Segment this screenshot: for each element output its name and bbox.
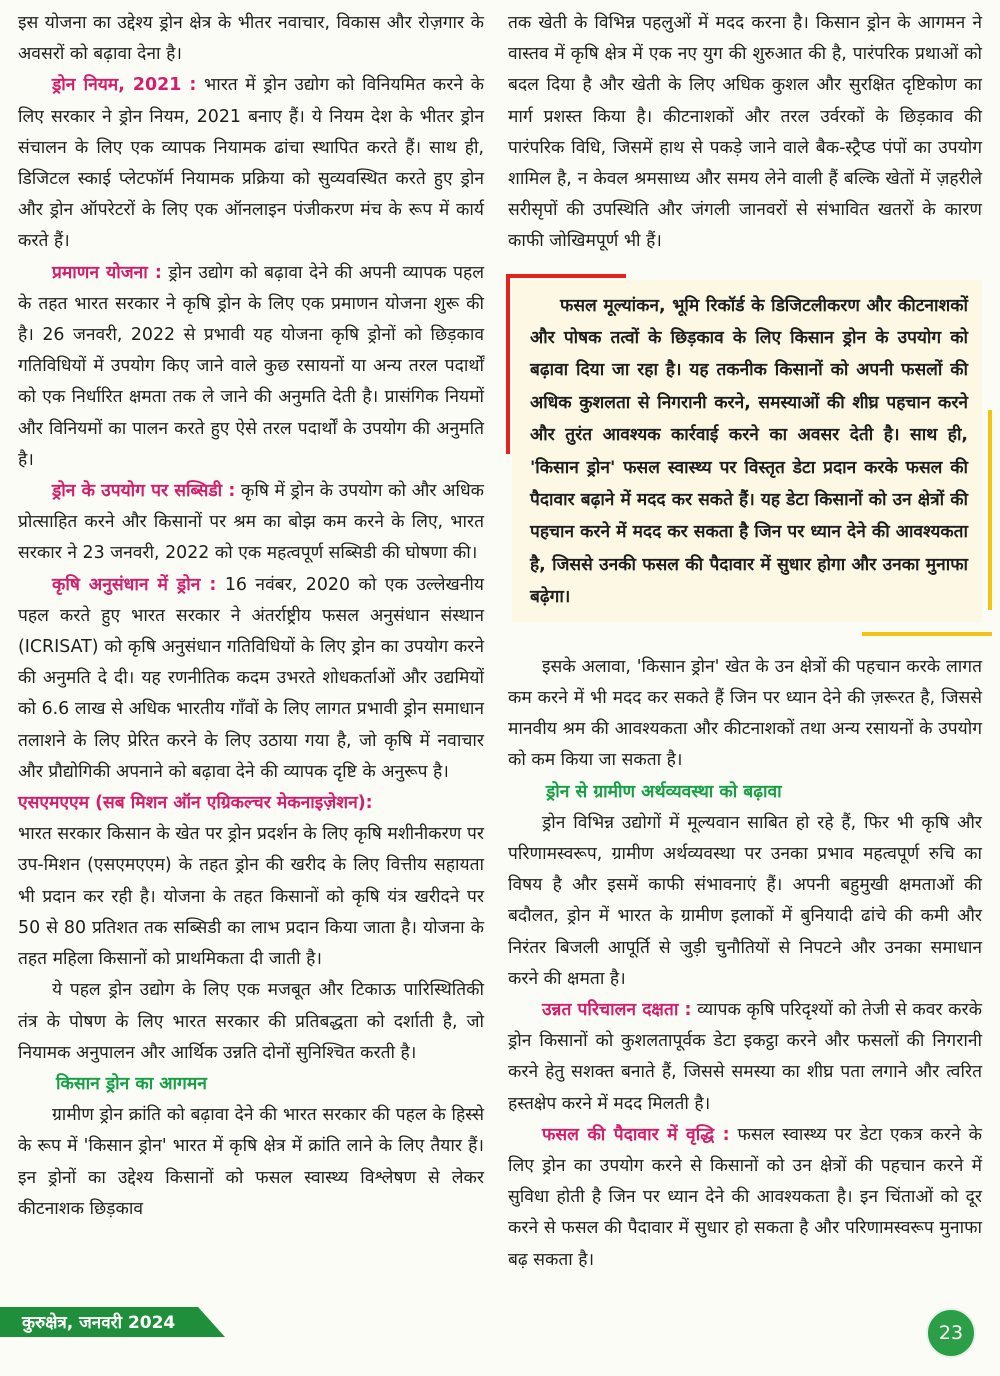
- further-paragraph: इसके अलावा, 'किसान ड्रोन' खेत के उन क्षेत्रों की पहचान करके लागत कम करने में भी मदद कर सकते हैं जिन पर ध्यान देने की ज़रूरत है, जिससे मानवीय श्रम की आवश्यकता और कीटनाशकों तथा अन्य रसायनों के उपयोग को कम किया जा सकता है।: [508, 656, 982, 771]
- rural-economy-text: ड्रोन विभिन्न उद्योगों में मूल्यवान साबित हो रहे हैं, फिर भी कृषि और परिणामस्वरूप, ग्रामीण अर्थव्यवस्था पर उनका प्रभाव महत्वपूर्ण रुचि का विषय है और इसमें काफी संभावनाएं हैं। अपनी बहुमुखी क्षमताओं की बदौलत, ड्रोन में भारत के ग्रामीण इलाकों में बुनियादी ढांचे की कमी और निरंतर बिजली आपूर्ति से जुड़ी चुनौतियों से निपटने और उनका समाधान करने की क्षमता है।: [508, 812, 982, 989]
- page-number: 23: [926, 1308, 976, 1358]
- highlight-callout: [512, 280, 982, 622]
- research-heading: कृषि अनुसंधान में ड्रोन :: [52, 574, 217, 595]
- left-column: [18, 8, 484, 1225]
- callout-text: फसल मूल्यांकन, भूमि रिकॉर्ड के डिजिटलीकरण और कीटनाशकों और पोषक तत्वों के छिड़काव के लिए किसान ड्रोन के उपयोग को बढ़ावा दिया जा रहा है। यह तकनीक किसानों को अपनी फसलों की अधिक कुशलता से निगरानी करने, समस्याओं की शीघ्र पहचान करने और तुरंत आवश्यक कार्रवाई करने का अवसर देती है। साथ ही, 'किसान ड्रोन' फसल स्वास्थ्य पर विस्तृत डेटा प्रदान करके फसल की पैदावार बढ़ाने में मदद कर सकते हैं। यह डेटा किसानों को उन क्षेत्रों की पहचान करने में मदद कर सकता है जिन पर ध्यान देने की आवश्यकता है, जिससे उनकी फसल की पैदावार में सुधार होगा और उनका मुनाफा बढ़ेगा।: [530, 295, 968, 608]
- efficiency-paragraph: [508, 995, 982, 1120]
- yield-heading: फसल की पैदावार में वृद्धि :: [542, 1124, 730, 1145]
- kisan-drone-text: ग्रामीण ड्रोन क्रांति को बढ़ावा देने की भारत सरकार की पहल के हिस्से के रूप में 'किसान ड्रोन' भारत में कृषि क्षेत्र में क्रांति लाने के लिए तैयार हैं। इन ड्रोनों का उद्देश्य किसानों को फसल स्वास्थ्य विश्लेषण से लेकर कीटनाशक छिड़काव: [18, 1105, 484, 1219]
- yield-paragraph: [508, 1120, 982, 1276]
- smam-text: भारत सरकार किसान के खेत पर ड्रोन प्रदर्शन के लिए कृषि मशीनीकरण पर उप-मिशन (एसएमएएम) के तहत ड्रोन की खरीद के लिए वित्तीय सहायता भी प्रदान कर रही है। योजना के तहत किसानों को कृषि यंत्र खरीदने पर 50 से 80 प्रतिशत तक सब्सिडी का लाभ प्रदान किया जाता है। योजना के तहत महिला किसानों को प्राथमिकता दी जाती है।: [18, 824, 484, 970]
- subsidy-heading: ड्रोन के उपयोग पर सब्सिडी :: [52, 481, 236, 502]
- subsidy-paragraph: [18, 476, 484, 570]
- certification-paragraph: [18, 258, 484, 476]
- callout-yellow-accent-bottom: [862, 632, 992, 636]
- subsidy-text: कृषि में ड्रोन के उपयोग को और अधिक प्रोत्साहित करने और किसानों पर श्रम का बोझ कम करने के लिए, भारत सरकार ने 23 जनवरी, 2022 को एक महत्वपूर्ण सब्सिडी की घोषणा की।: [18, 481, 485, 564]
- certification-text: ड्रोन उद्योग को बढ़ावा देने की अपनी व्यापक पहल के तहत भारत सरकार ने कृषि ड्रोन के लिए एक प्रमाणन योजना शुरू की है। 26 जनवरी, 2022 से प्रभावी यह योजना कृषि ड्रोनों को छिड़काव गतिविधियों में उपयोग किए जाने वाले कुछ रसायनों या अन्य तरल पदार्थों को एक निर्धारित क्षमता तक ले जाने की अनुमति देती है। प्रासंगिक नियमों और विनियमों का पालन करते हुए ऐसे तरल पदार्थों के उपयोग की अनुमति है।: [18, 262, 484, 470]
- magazine-footer: कुरुक्षेत्र, जनवरी 2024: [22, 1313, 176, 1333]
- intro-paragraph: इस योजना का उद्देश्य ड्रोन क्षेत्र के भीतर नवाचार, विकास और रोज़गार के अवसरों को बढ़ावा देना है।: [18, 13, 484, 65]
- smam-heading: एसएमएएम (सब मिशन ऑन एग्रिकल्चर मेकनाइज़ेशन):: [18, 793, 373, 814]
- drone-rules-paragraph: [18, 70, 484, 257]
- rural-economy-heading: ड्रोन से ग्रामीण अर्थव्यवस्था को बढ़ावा: [546, 781, 782, 802]
- continuation-paragraph: तक खेती के विभिन्न पहलुओं में मदद करना है। किसान ड्रोन के आगमन ने वास्तव में कृषि क्षेत्र में एक नए युग की शुरुआत की है, पारंपरिक प्रथाओं को बदल दिया है और खेती के लिए अधिक कुशल और सुरक्षित दृष्टिकोण का मार्ग प्रशस्त किया है। कीटनाशकों और तरल उर्वरकों के छिड़काव की पारंपरिक विधि, जिसमें हाथ से पकड़े जाने वाले बैक-स्ट्रैप्ड पंपों का उपयोग शामिल है, न केवल श्रमसाध्य और समय लेने वाली हैं बल्कि खेतों में ज़हरीले सरीसृपों की उपस्थिति और जंगली जानवरों से संभावित खतरों के कारण काफी जोखिमपूर्ण भी हैं।: [508, 13, 982, 252]
- drone-rules-text: भारत में ड्रोन उद्योग को विनियमित करने के लिए सरकार ने ड्रोन नियम, 2021 बनाए हैं। ये नियम देश के भीतर ड्रोन संचालन के लिए एक व्यापक नियामक ढांचा स्थापित करते हैं। साथ ही, डिजिटल स्काई प्लेटफॉर्म नियामक प्रक्रिया को सुव्यवस्थित करते हुए ड्रोन और ड्रोन ऑपरेटरों के लिए एक ऑनलाइन पंजीकरण मंच के रूप में कार्य करते हैं।: [18, 75, 484, 252]
- callout-red-accent: [506, 274, 626, 278]
- research-paragraph: [18, 570, 484, 788]
- research-text: 16 नवंबर, 2020 को एक उल्लेखनीय पहल करते हुए भारत सरकार ने अंतर्राष्ट्रीय फसल अनुसंधान संस्थान (ICRISAT) को कृषि अनुसंधान गतिविधियों के लिए ड्रोन का उपयोग करने की अनुमति दे दी। यह रणनीतिक कदम उभरते शोधकर्ताओं और उद्यमियों को 6.6 लाख से अधिक भारतीय गाँवों के लिए लागत प्रभावी ड्रोन समाधान तलाशने के लिए प्रेरित करने के लिए उठाया गया है, जो कृषि में नवाचार और प्रौद्योगिकी अपनाने को बढ़ावा देने की व्यापक दृष्टि के अनुरूप है।: [18, 574, 484, 782]
- certification-heading: प्रमाणन योजना :: [52, 262, 162, 283]
- efficiency-text: व्यापक कृषि परिदृश्यों को तेजी से कवर करके ड्रोन किसानों को कुशलतापूर्वक डेटा इकट्ठा करने और फसलों की निगरानी करने हेतु सशक्त बनाते हैं, जिससे समस्या का शीघ्र पता लगाने और त्वरित हस्तक्षेप करने में मदद मिलती है।: [508, 999, 982, 1114]
- callout-yellow-accent: [988, 410, 992, 610]
- commitment-paragraph: ये पहल ड्रोन उद्योग के लिए एक मजबूत और टिकाऊ पारिस्थितिकी तंत्र के पोषण के लिए भारत सरकार की प्रतिबद्धता को दर्शाती है, जो नियामक अनुपालन और आर्थिक उन्नति दोनों सुनिश्चित करती है।: [18, 980, 484, 1063]
- drone-rules-heading: ड्रोन नियम, 2021 :: [52, 75, 197, 96]
- right-column: [508, 8, 982, 1276]
- efficiency-heading: उन्नत परिचालन दक्षता :: [542, 999, 692, 1020]
- callout-red-accent-left: [506, 274, 510, 454]
- kisan-drone-heading: किसान ड्रोन का आगमन: [56, 1073, 207, 1094]
- yield-text: फसल स्वास्थ्य पर डेटा एकत्र करने के लिए ड्रोन का उपयोग करने से किसानों को उन क्षेत्रों की पहचान करने में सुविधा होती है जिन पर ध्यान देने की आवश्यकता है। इन चिंताओं को दूर करने से फसल की पैदावार में सुधार हो सकता है और परिणामस्वरूप मुनाफा बढ़ सकता है।: [508, 1124, 982, 1270]
